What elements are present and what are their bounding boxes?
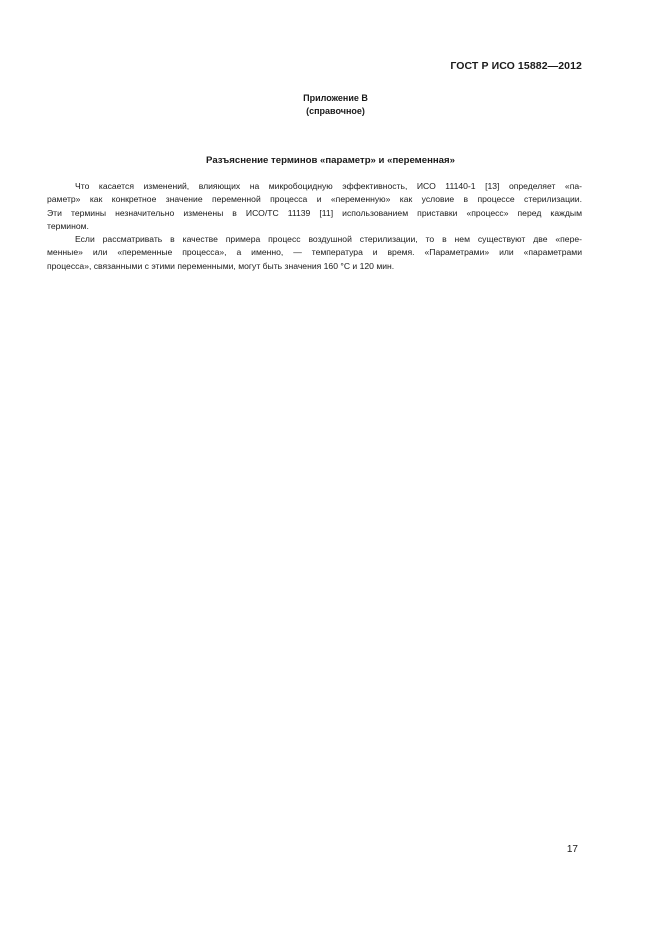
paragraph [47,233,582,273]
text-line: Эти термины незначительно изменены в ИСО/ТС 11139 [11] использованием приставки «процесс» перед каждым [47,207,582,218]
body-text [47,180,582,273]
text-line: процесса», связанными с этими переменными, могут быть значения 160 °С и 120 мин. [47,260,395,271]
standard-designation: ГОСТ Р ИСО 15882—2012 [450,60,582,72]
annex-title: Приложение В [303,93,368,103]
paragraph [47,180,582,233]
annex-status: (справочное) [306,106,365,116]
text-line: термином. [47,220,89,231]
text-line: Если рассматривать в качестве примера процесс воздушной стерилизации, то в нем существуют две «пере- [75,234,582,245]
text-line: Что касается изменений, влияющих на микробоцидную эффективность, ИСО 11140-1 [13] определяет «па- [75,181,582,191]
text-line: менные» или «переменные процесса», а именно, — температура и время. «Параметрами» или «параметрами [47,247,582,258]
section-title: Разъяснение терминов «параметр» и «переменная» [206,155,455,166]
page-number: 17 [566,844,578,855]
annex-heading [0,92,661,118]
text-line: раметр» как конкретное значение переменной процесса и «переменную» как условие в процессе стерилизации. [47,194,582,205]
